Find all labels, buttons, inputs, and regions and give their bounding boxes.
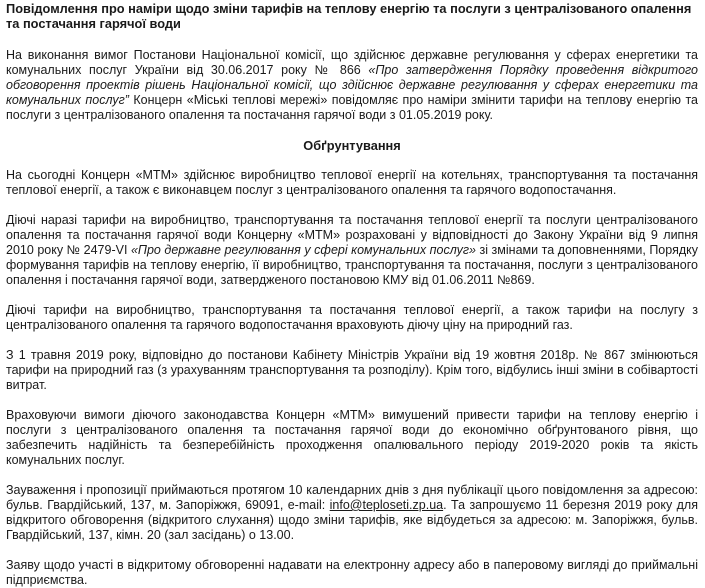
intro-decree-title: «Про затвердження Порядку проведення відкритого обговорення проектів рішень Національної комісії, що здійснює державне регулювання у сферах енергетики та комунальних послуг” (6, 63, 699, 107)
paragraph-current-tariffs (6, 213, 698, 288)
paragraph-gas-tariff-change: З 1 травня 2019 року, відповідно до постанови Кабінету Міністрів України від 19 жовтня 2018р. № 867 змінюються тарифи на природний газ (з урахуванням транспортування та розподілу). Крім того, відбулись інші зміни в собівартості витрат. (6, 348, 698, 392)
intro-paragraph (6, 48, 698, 123)
paragraph-application: Заяву щодо участі в відкритому обговоренні надавати на електронну адресу або в паперовому вигляді до приймальні підприємства. (6, 558, 698, 587)
paragraph-comments (6, 483, 698, 543)
intro-text-1: На виконання вимог Постанови Національної комісії, що здійснює державне регулювання у сферах енергетики та комунальних послуг України від 30.06.2017 року № 866 (6, 48, 698, 77)
paragraph-legislation: Враховуючи вимоги діючого законодавства Концерн «МТМ» вимушений привести тарифи на теплову енергію і послуги з централізованого опалення та постачання гарячої води до економічно обґрунтованого рівня, що забезпечить надійність та безперебійність проходження опалювального періоду 2019-2020 років та якість комунальних послуг. (6, 408, 698, 467)
para6-text-1: Зауваження і пропозиції приймаються протягом 10 календарних днів з дня публікації цього повідомлення за адресою: бульв. Гвардійський, 137, м. Запоріжжя, 69091, e-mail: (6, 483, 698, 512)
paragraph-current-activity: На сьогодні Концерн «МТМ» здійснює виробництво теплової енергії на котельнях, транспортування та постачання теплової енергії, а також є виконавцем послуг з централізованого опалення та гарячого водопостачання. (6, 168, 698, 197)
paragraph-gas-price: Діючі тарифи на виробництво, транспортування та постачання теплової енергії, а також тарифи на послугу з централізованого опалення та гарячого водопостачання враховують діючу ціну на природний газ. (6, 303, 698, 332)
para6-text-2: . Та запрошуємо 11 березня 2019 року для відкритого обговорення (відкритого слухання) щодо зміни тарифів, яке відбудеться за адресою: м. Запоріжжя, бульв. Гвардійський, 137, кімн. 20 (зал засідань) о 13.00. (6, 498, 698, 542)
document-title: Повідомлення про наміри щодо зміни тарифів на теплову енергію та послуги з централізованого опалення та постачання гарячої води (6, 1, 692, 31)
section-title: Обґрунтування (303, 138, 401, 153)
law-title: «Про державне регулювання у сфері комунальних послуг» (130, 243, 476, 257)
para2-text-2: зі змінами та доповненнями, Порядку формування тарифів на теплову енергію, її виробництво, транспортування та постачання, послуги з централізованого опалення і постачання гарячої води, затвердженого постановою КМУ від 01.06.2011 №869. (6, 243, 698, 287)
para2-text-1: Діючі наразі тарифи на виробництво, транспортування та постачання теплової енергії та послуги централізованого опалення та постачання гарячої води Концерну «МТМ» розраховані у відповідності до Закону України від 9 липня 2010 року № 2479-VI (6, 213, 698, 257)
email-link[interactable]: info@teploseti.zp.ua (329, 498, 444, 512)
intro-text-2: Концерн «Міські теплові мережі» повідомляє про наміри змінити тарифи на теплову енергію та послуги з централізованого опалення та постачання гарячої води з 01.05.2019 року. (6, 93, 699, 122)
